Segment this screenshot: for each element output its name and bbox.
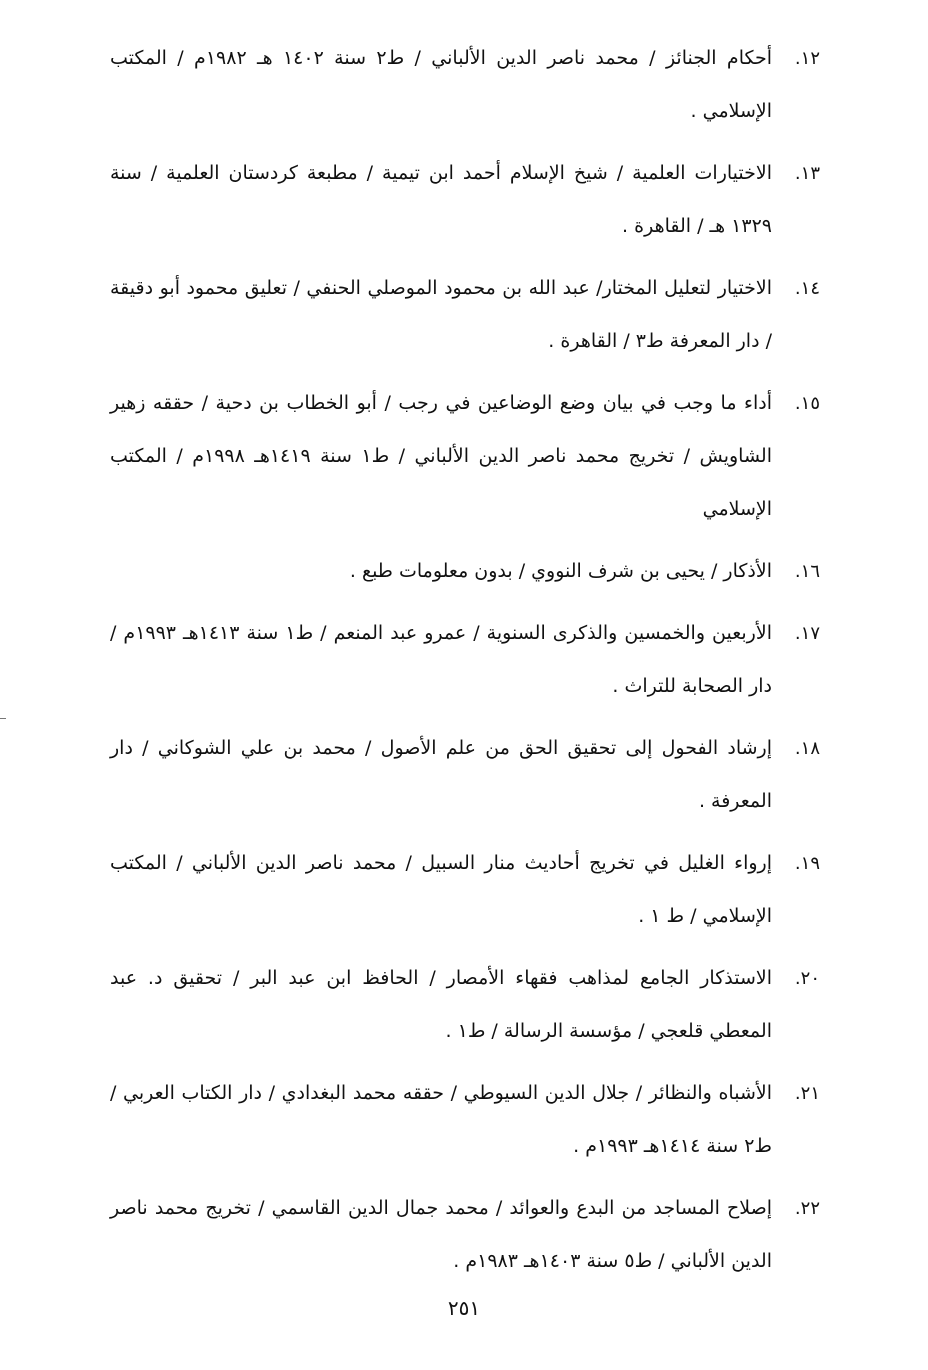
entry-number: ١٢. (794, 48, 820, 69)
bibliography-entry-18 (110, 722, 820, 828)
entry-number: ١٦. (794, 561, 820, 582)
entry-number: ١٧. (794, 623, 820, 644)
entry-text: الاختيارات العلمية / شيخ الإسلام أحمد ابن تيمية / مطبعة كردستان العلمية / سنة ١٣٢٩ هـ / القاهرة . (110, 162, 772, 237)
bibliography-entry-19 (110, 837, 820, 943)
entry-text: الأذكار / يحيى بن شرف النووي / بدون معلومات طبع . (349, 560, 772, 582)
entry-text: الأربعين والخمسين والذكرى السنوية / عمرو عبد المنعم / ط١ سنة ١٤١٣هـ ١٩٩٣م / دار الصحابة للتراث . (110, 622, 772, 697)
bibliography-entry-17 (110, 607, 820, 713)
bibliography-entry-21 (110, 1067, 820, 1173)
entry-number: ٢٢. (794, 1198, 820, 1219)
entry-text: الاختيار لتعليل المختار/ عبد الله بن محمود الموصلي الحنفي / تعليق محمود أبو دقيقة / دار المعرفة ط٣ / القاهرة . (110, 277, 772, 352)
bibliography-entry-22 (110, 1182, 820, 1288)
entry-number: ١٩. (794, 853, 820, 874)
entry-text: الأشباه والنظائر / جلال الدين السيوطي / حققه محمد البغدادي / دار الكتاب العربي / ط٢ سنة ١٤١٤هـ ١٩٩٣م . (110, 1082, 772, 1157)
entry-number: ١٨. (794, 738, 820, 759)
entry-text: أداء ما وجب في بيان وضع الوضاعين في رجب / أبو الخطاب بن دحية / حققه زهير الشاويش / تخريج محمد ناصر الدين الألباني / ط١ سنة ١٤١٩هـ ١٩٩٨م / المكتب الإسلامي (110, 392, 772, 520)
entry-number: ٢١. (794, 1083, 820, 1104)
bibliography-entry-14 (110, 262, 820, 368)
entry-number: ١٤. (794, 278, 820, 299)
bibliography-entry-15 (110, 377, 820, 536)
bibliography-entry-13 (110, 147, 820, 253)
entry-text: أحكام الجنائز / محمد ناصر الدين الألباني / ط٢ سنة ١٤٠٢ هـ ١٩٨٢م / المكتب الإسلامي . (110, 47, 772, 122)
entry-number: ١٥. (794, 393, 820, 414)
entry-number: ٢٠. (794, 968, 820, 989)
bibliography-list (110, 32, 820, 1297)
bibliography-entry-20 (110, 952, 820, 1058)
entry-text: إصلاح المساجد من البدع والعوائد / محمد جمال الدين القاسمي / تخريج محمد ناصر الدين الألباني / ط٥ سنة ١٤٠٣هـ ١٩٨٣م . (110, 1197, 772, 1272)
entry-number: ١٣. (794, 163, 820, 184)
entry-text: الاستذكار الجامع لمذاهب فقهاء الأمصار / الحافظ ابن عبد البر / تحقيق د. عبد المعطي قلعجي / مؤسسة الرسالة / ط١ . (110, 967, 772, 1042)
scan-edge-mark (0, 718, 6, 719)
bibliography-entry-16 (110, 545, 820, 598)
bibliography-entry-12 (110, 32, 820, 138)
entry-text: إرشاد الفحول إلى تحقيق الحق من علم الأصول / محمد بن علي الشوكاني / دار المعرفة . (110, 737, 772, 812)
entry-text: إرواء الغليل في تخريج أحاديث منار السبيل / محمد ناصر الدين الألباني / المكتب الإسلامي / ط ١ . (110, 852, 772, 927)
page-number: ٢٥١ (447, 1296, 481, 1320)
